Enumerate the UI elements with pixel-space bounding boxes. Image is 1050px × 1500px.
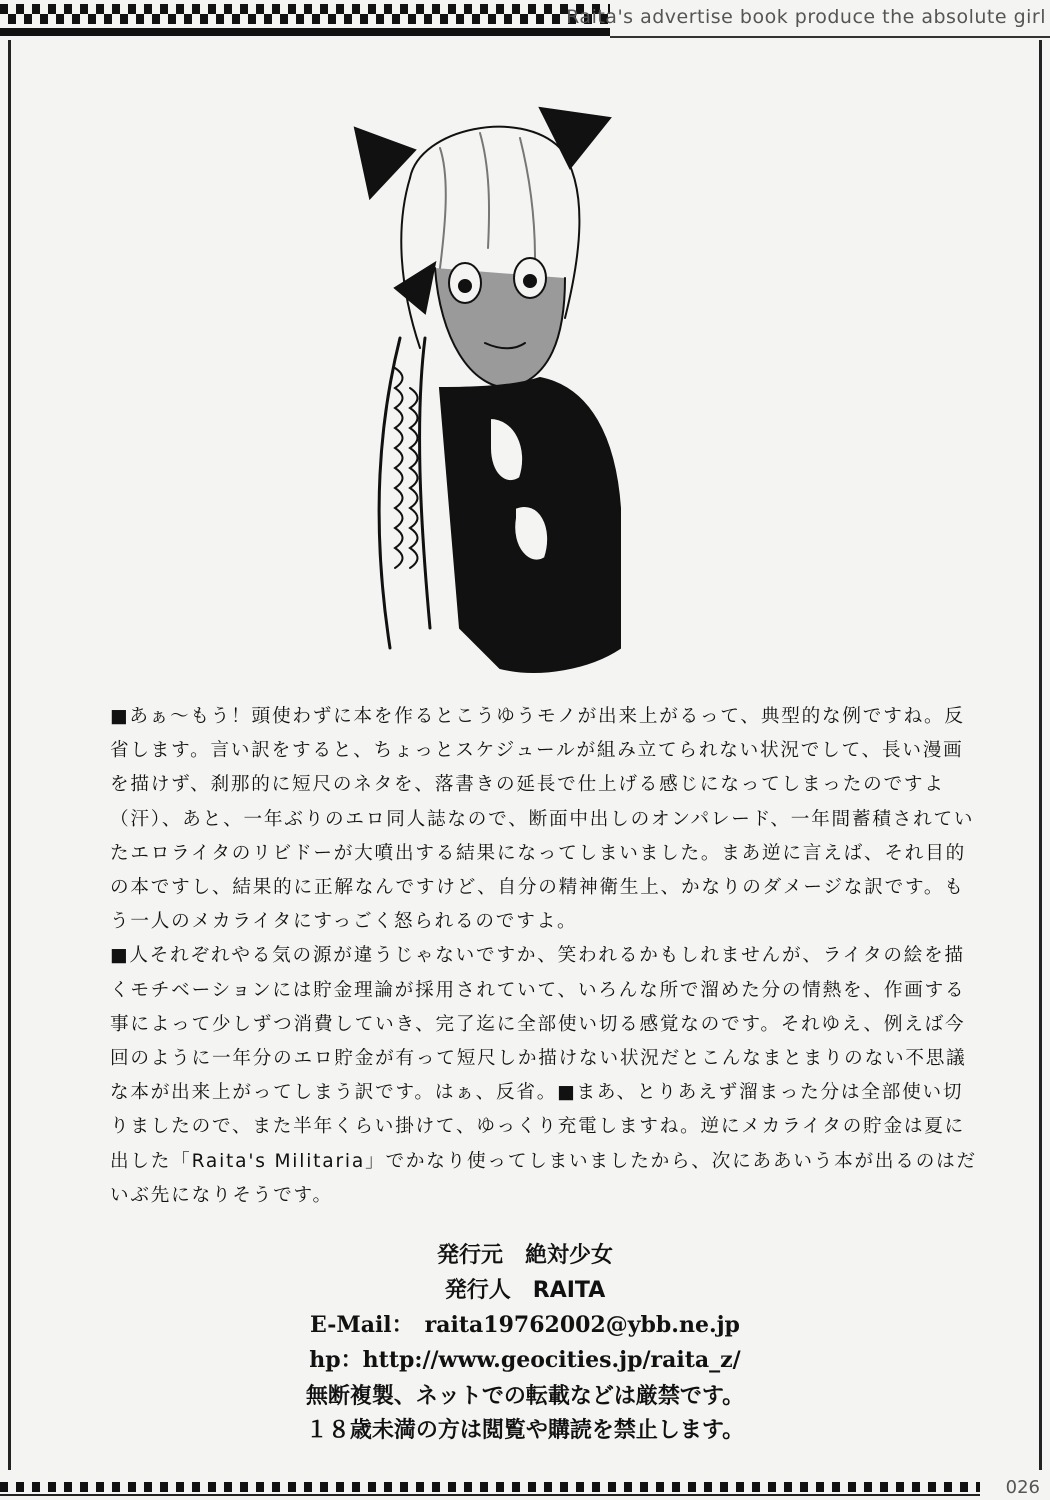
notice-reproduction: 無断複製、ネットでの転載などは厳禁です。: [305, 1384, 745, 1409]
issuer-line: 発行人 RAITA: [444, 1278, 606, 1303]
footer-rule: [0, 1494, 980, 1496]
page-header: [0, 0, 1050, 42]
homepage-line: hp：http://www.geocities.jp/raita_z/: [309, 1347, 741, 1373]
footer-checker-pattern: [0, 1482, 980, 1492]
paragraph-2: ■人それぞれやる気の源が違うじゃないですか、笑われるかもしれませんが、ライタの絵を描くモチベーションには貯金理論が採用されていて、いろんな所で溜めた分の情熱を、作画する事によって少しずつ消費していき、完了迄に全部使い切る感覚なのです。それゆえ、例えば今回のように一年分のエロ貯金が有って短尺しか描けない状況だとこんなまとまりのない不思議な本が出来上がってしまう訳です。はぁ、反省。■まあ、とりあえず溜まった分は全部使い切りましたので、また半年くらい掛けて、ゆっくり充電しますね。逆にメカライタの貯金は夏に出した「Raita's Militaria」でかなり使ってしまいましたから、次にああいう本が出るのはだいぶ先になりそうです。: [110, 945, 977, 1206]
body-text: [110, 700, 980, 1213]
page-number: 026: [1005, 1477, 1040, 1498]
publisher-line: 発行元 絶対少女: [436, 1243, 613, 1268]
page-footer: [0, 1470, 1050, 1500]
header-title: Raita's advertise book produce the absolute girl: [566, 6, 1046, 28]
paragraph-1: ■あぁ～もう！頭使わずに本を作るとこうゆうモノが出来上がるって、典型的な例ですね。反省します。言い訳をすると、ちょっとスケジュールが組み立てられない状況でして、長い漫画を描けず、刹那的に短尺のネタを、落書きの延長で仕上げる感じになってしまったのですよ（汗）、あと、一年ぶりのエロ同人誌なので、断面中出しのオンパレード、一年間蓄積されていたエロライタのリビドーが大噴出する結果になってしまいました。まあ逆に言えば、それ目的の本ですし、結果的に正解なんですけど、自分の精神衛生上、かなりのダメージな訳です。もう一人のメカライタにすっごく怒られるのですよ。: [110, 706, 975, 933]
header-checker-pattern: [0, 4, 610, 36]
character-illustration: [340, 88, 630, 678]
email-line: E-Mail： raita19762002@ybb.ne.jp: [310, 1312, 740, 1338]
colophon: [0, 1238, 1050, 1378]
notices: [0, 1380, 1050, 1448]
header-rule: [610, 36, 1050, 38]
notice-age-restriction: １８歳未満の方は閲覧や購読を禁止します。: [305, 1418, 745, 1443]
